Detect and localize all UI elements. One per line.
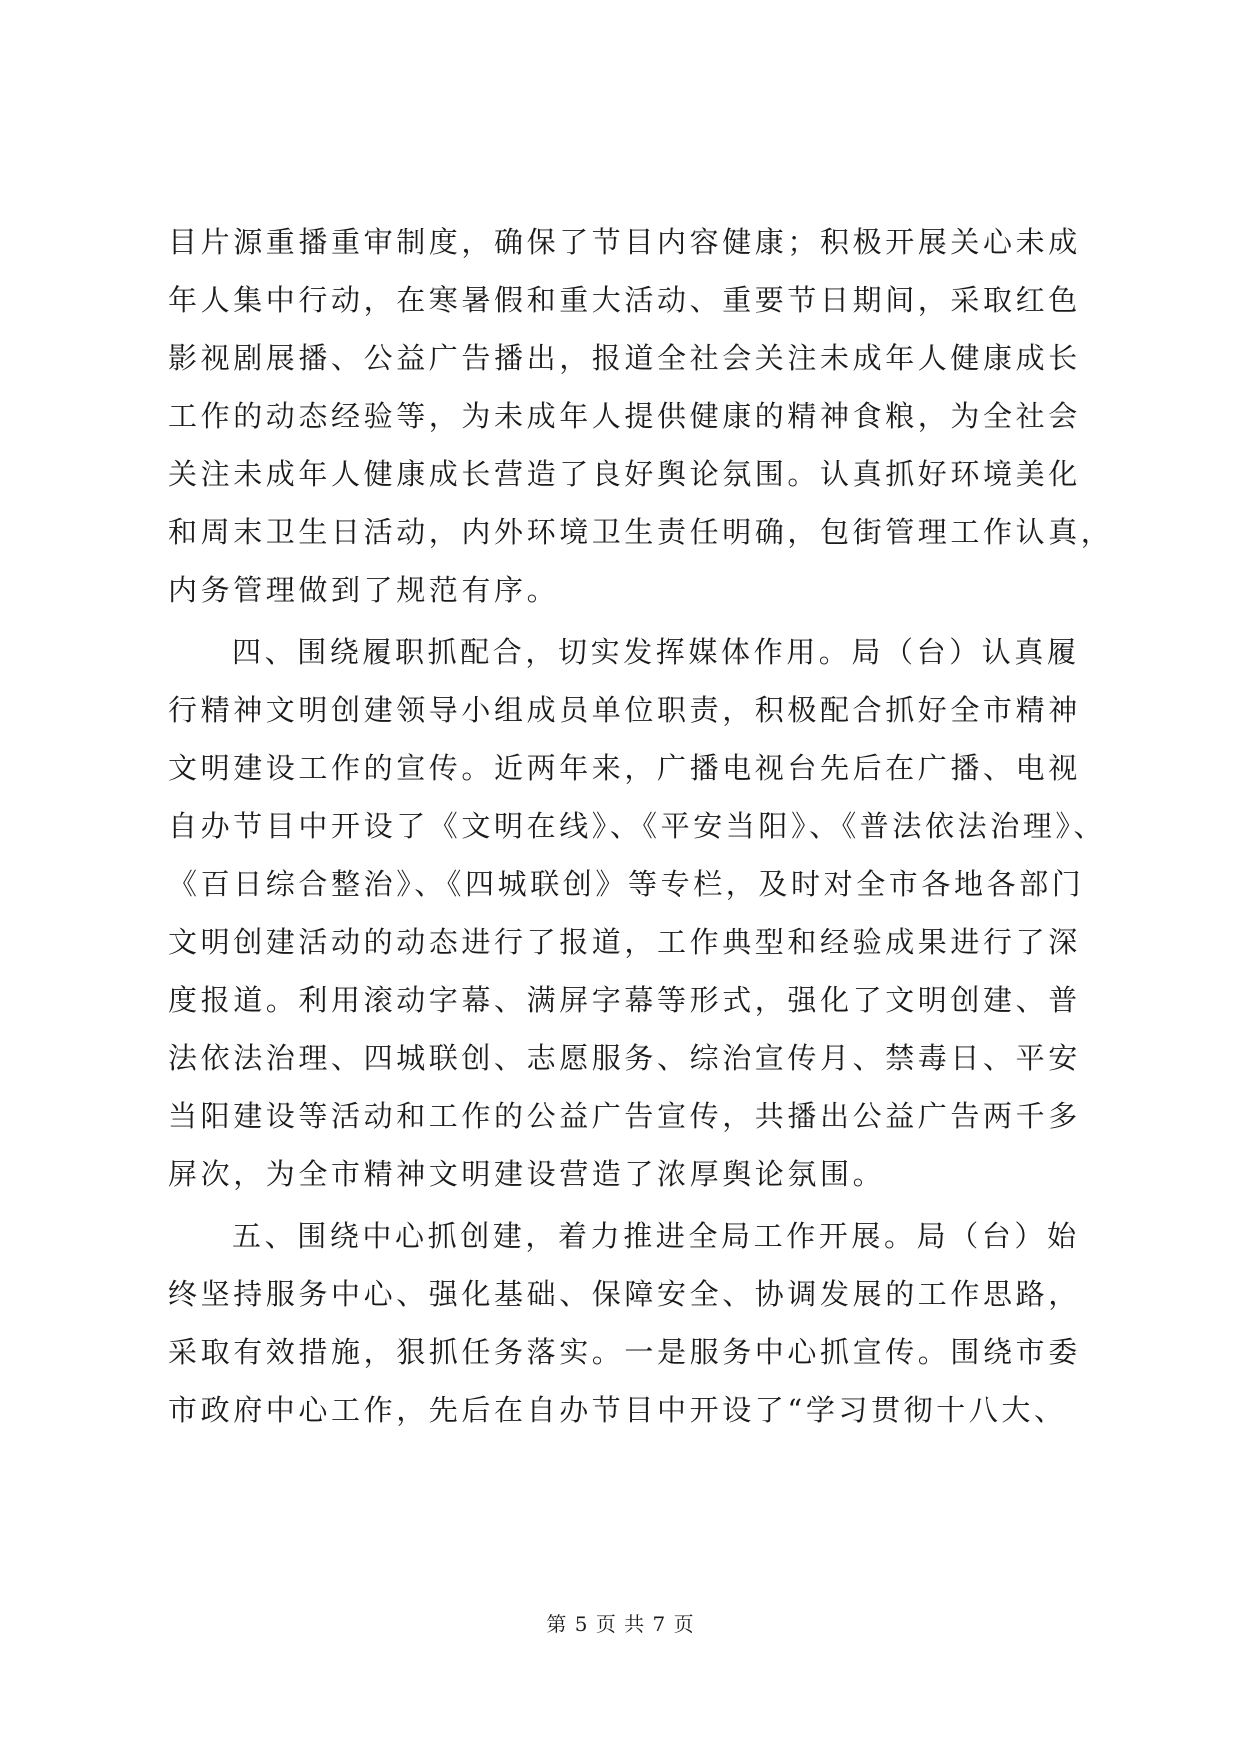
body-line: 和周末卫生日活动，内外环境卫生责任明确，包街管理工作认真， xyxy=(168,515,1114,549)
body-line: 影视剧展播、公益广告播出，报道全社会关注未成年人健康成长 xyxy=(168,341,1081,375)
body-line: 当阳建设等活动和工作的公益广告宣传，共播出公益广告两千多 xyxy=(168,1099,1081,1133)
page-number-footer: 第 5 页 共 7 页 xyxy=(546,1612,695,1636)
body-line: 行精神文明创建领导小组成员单位职责，积极配合抓好全市精神 xyxy=(168,693,1081,727)
body-line: 文明建设工作的宣传。近两年来，广播电视台先后在广播、电视 xyxy=(168,751,1081,785)
body-line: 法依法治理、四城联创、志愿服务、综治宣传月、禁毒日、平安 xyxy=(168,1041,1081,1075)
body-line: 工作的动态经验等，为未成年人提供健康的精神食粮，为全社会 xyxy=(168,399,1081,433)
body-line: 《百日综合整治》、《四城联创》等专栏，及时对全市各地各部门 xyxy=(168,867,1085,901)
body-line: 采取有效措施，狠抓任务落实。一是服务中心抓宣传。围绕市委 xyxy=(168,1335,1081,1369)
body-line: 目片源重播重审制度，确保了节目内容健康；积极开展关心未成 xyxy=(168,225,1081,259)
body-line: 文明创建活动的动态进行了报道，工作典型和经验成果进行了深 xyxy=(168,925,1081,959)
body-line: 自办节目中开设了《文明在线》、《平安当阳》、《普法依法治理》、 xyxy=(168,809,1107,843)
body-line: 市政府中心工作，先后在自办节目中开设了“学习贯彻十八大、 xyxy=(168,1393,1067,1427)
body-line: 关注未成年人健康成长营造了良好舆论氛围。认真抓好环境美化 xyxy=(168,457,1081,491)
body-line: 年人集中行动，在寒暑假和重大活动、重要节日期间，采取红色 xyxy=(168,283,1081,317)
body-line: 内务管理做到了规范有序。 xyxy=(168,573,560,607)
body-line: 屏次，为全市精神文明建设营造了浓厚舆论氛围。 xyxy=(168,1157,886,1191)
body-line: 终坚持服务中心、强化基础、保障安全、协调发展的工作思路， xyxy=(168,1277,1081,1311)
paragraph-heading-4: 四、围绕履职抓配合，切实发挥媒体作用。局（台）认真履 xyxy=(232,635,1080,669)
paragraph-heading-5: 五、围绕中心抓创建，着力推进全局工作开展。局（台）始 xyxy=(232,1219,1080,1253)
body-line: 度报道。利用滚动字幕、满屏字幕等形式，强化了文明创建、普 xyxy=(168,983,1081,1017)
